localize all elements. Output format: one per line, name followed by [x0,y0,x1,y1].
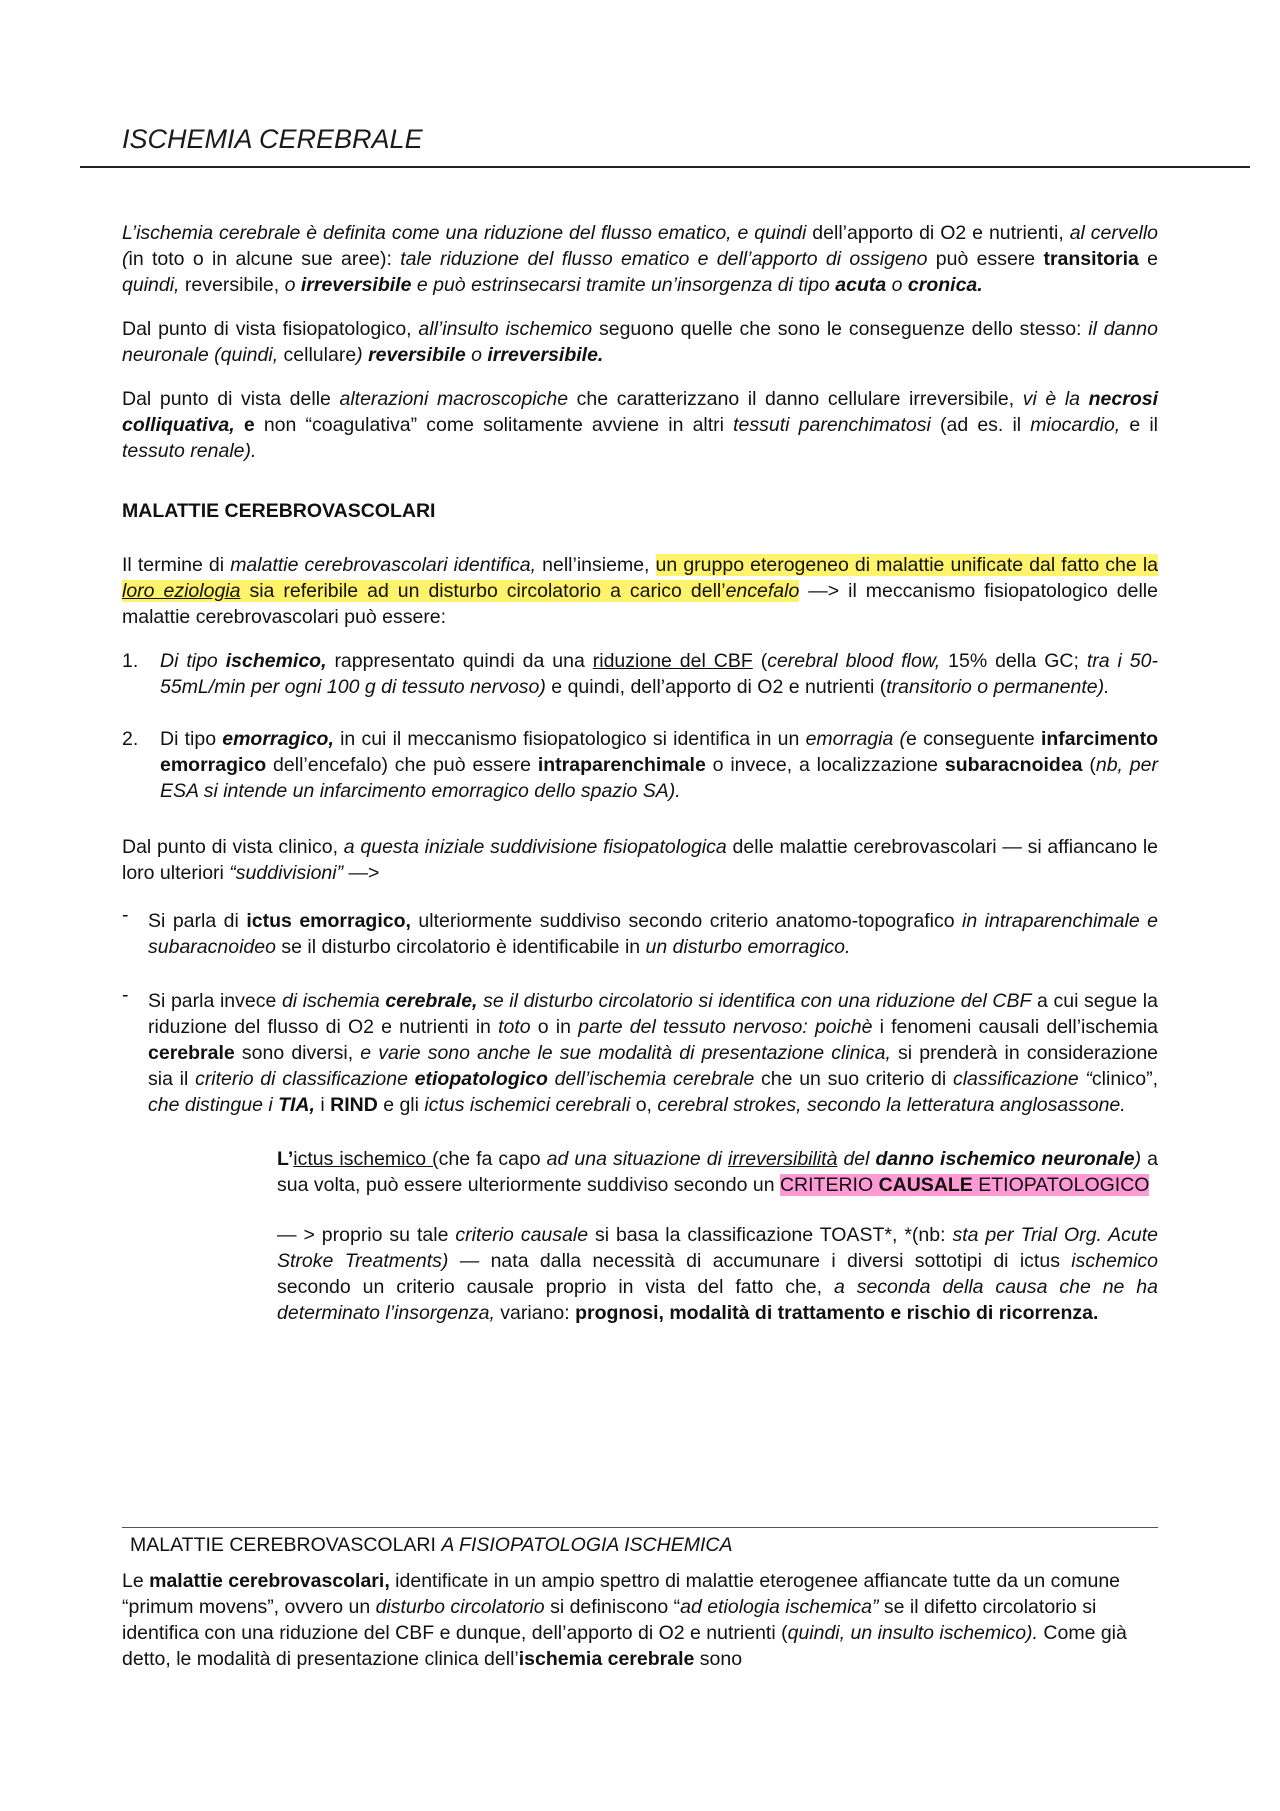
indented-block [277,1146,1158,1326]
paragraph-termine: Il termine di malattie cerebrovascolari identifica, nell’insieme, un gruppo eterogeneo di malattie unificate dal fatto che la loro eziologia sia referibile ad un disturbo circolatorio a carico dell’encefalo —> il meccanismo fisiopatologico delle malattie cerebrovascolari può essere: [122,554,1159,628]
list-item: 1. Di tipo ischemico, rappresentato quindi da una riduzione del CBF (cerebral blood flow, 15% della GC; tra i 50-55mL/min per ogni 100 g di tessuto nervoso) e quindi, dell’apporto di O2 e nutrienti (transitorio o permanente). [122,650,1158,698]
highlight-pink: CRITERIO CAUSALE ETIOPATOLOGICO [779,1174,1150,1196]
section-heading-malattie: MALATTIE CEREBROVASCOLARI [122,500,436,522]
paragraph-toast: — > proprio su tale criterio causale si basa la classificazione TOAST*, *(nb: sta per Trial Org. Acute Stroke Treatments) — nata dalla necessità di accumunare i diversi sottotipi di ictus ischemico secondo un criterio causale proprio in vista del fatto che, a seconda della causa che ne ha determinato l’insorgenza, variano: prognosi, modalità di trattamento e rischio di ricorrenza. [277,1224,1158,1324]
list-item: - Si parla invece di ischemia cerebrale, se il disturbo circolatorio si identifica con una riduzione del CBF a cui segue la riduzione del flusso di O2 e nutrienti in toto o in parte del tessuto nervoso: poichè i fenomeni causali dell’ischemia cerebrale sono diversi, e varie sono anche le sue modalità di presentazione clinica, si prenderà in considerazione sia il criterio di classificazione etiopatologico dell’ischemia cerebrale che un suo criterio di classificazione “clinico”, che distingue i TIA, i RIND e gli ictus ischemici cerebrali o, cerebral strokes, secondo la letteratura anglosassone. [122,984,1159,1116]
paragraph-malattie-ischemiche: Le malattie cerebrovascolari, identificate in un ampio spettro di malattie eterogenee affiancate tutte da un comune “primum movens”, ovvero un disturbo circolatorio si definiscono “ad etiologia ischemica” se il difetto circolatorio si identifica con una riduzione del CBF e dunque, dell’apporto di O2 e nutrienti (quindi, un insulto ischemico). Come già detto, le modalità di presentazione clinica dell’ischemia cerebrale sono [122,1570,1127,1670]
numbered-list [122,648,1158,804]
title-divider [80,166,1250,168]
section-divider [122,1527,1158,1528]
paragraph-fisiopatologico: Dal punto di vista fisiopatologico, all’insulto ischemico seguono quelle che sono le conseguenze dello stesso: il danno neuronale (quindi, cellulare) reversibile o irreversibile. [122,318,1158,366]
section-fisiopatologia-ischemica [122,1530,1158,1690]
section-heading-fisiopatologia: MALATTIE CEREBROVASCOLARI A FISIOPATOLOGIA ISCHEMICA [130,1534,733,1556]
dash-list [122,904,1159,1118]
page-title: ISCHEMIA CEREBRALE [122,124,423,154]
document-body [122,220,1158,1350]
list-item: 2. Di tipo emorragico, in cui il meccanismo fisiopatologico si identifica in un emorragia (e conseguente infarcimento emorragico dell’encefalo) che può essere intraparenchimale o invece, a localizzazione subaracnoidea (nb, per ESA si intende un infarcimento emorragico dello spazio SA). [122,728,1158,802]
highlight-yellow: un gruppo eterogeneo di malattie unificate dal fatto che la loro eziologia sia referibile ad un disturbo circolatorio a carico dell’encefalo [122,554,1159,602]
paragraph-clinico: Dal punto di vista clinico, a questa iniziale suddivisione fisiopatologica delle malattie cerebrovascolari — si affiancano le loro ulteriori “suddivisioni” —> [122,836,1159,884]
paragraph-ictus-ischemico: L’ictus ischemico (che fa capo ad una situazione di irreversibilità del danno ischemico neuronale) a sua volta, può essere ulteriormente suddiviso secondo un CRITERIO CAUSALE ETIOPATOLOGICO [277,1148,1158,1196]
paragraph-definition: L’ischemia cerebrale è definita come una riduzione del flusso ematico, e quindi dell’apporto di O2 e nutrienti, al cervello (in toto o in alcune sue aree): tale riduzione del flusso ematico e dell’apporto di ossigeno può essere transitoria e quindi, reversibile, o irreversibile e può estrinsecarsi tramite un’insorgenza di tipo acuta o cronica. [122,222,1159,296]
paragraph-macroscopiche: Dal punto di vista delle alterazioni macroscopiche che caratterizzano il danno cellulare irreversibile, vi è la necrosi colliquativa, e non “coagulativa” come solitamente avviene in altri tessuti parenchimatosi (ad es. il miocardio, e il tessuto renale). [122,388,1158,462]
list-item: - Si parla di ictus emorragico, ulteriormente suddiviso secondo criterio anatomo-topografico in intraparenchimale e subaracnoideo se il disturbo circolatorio è identificabile in un disturbo emorragico. [122,904,1159,958]
